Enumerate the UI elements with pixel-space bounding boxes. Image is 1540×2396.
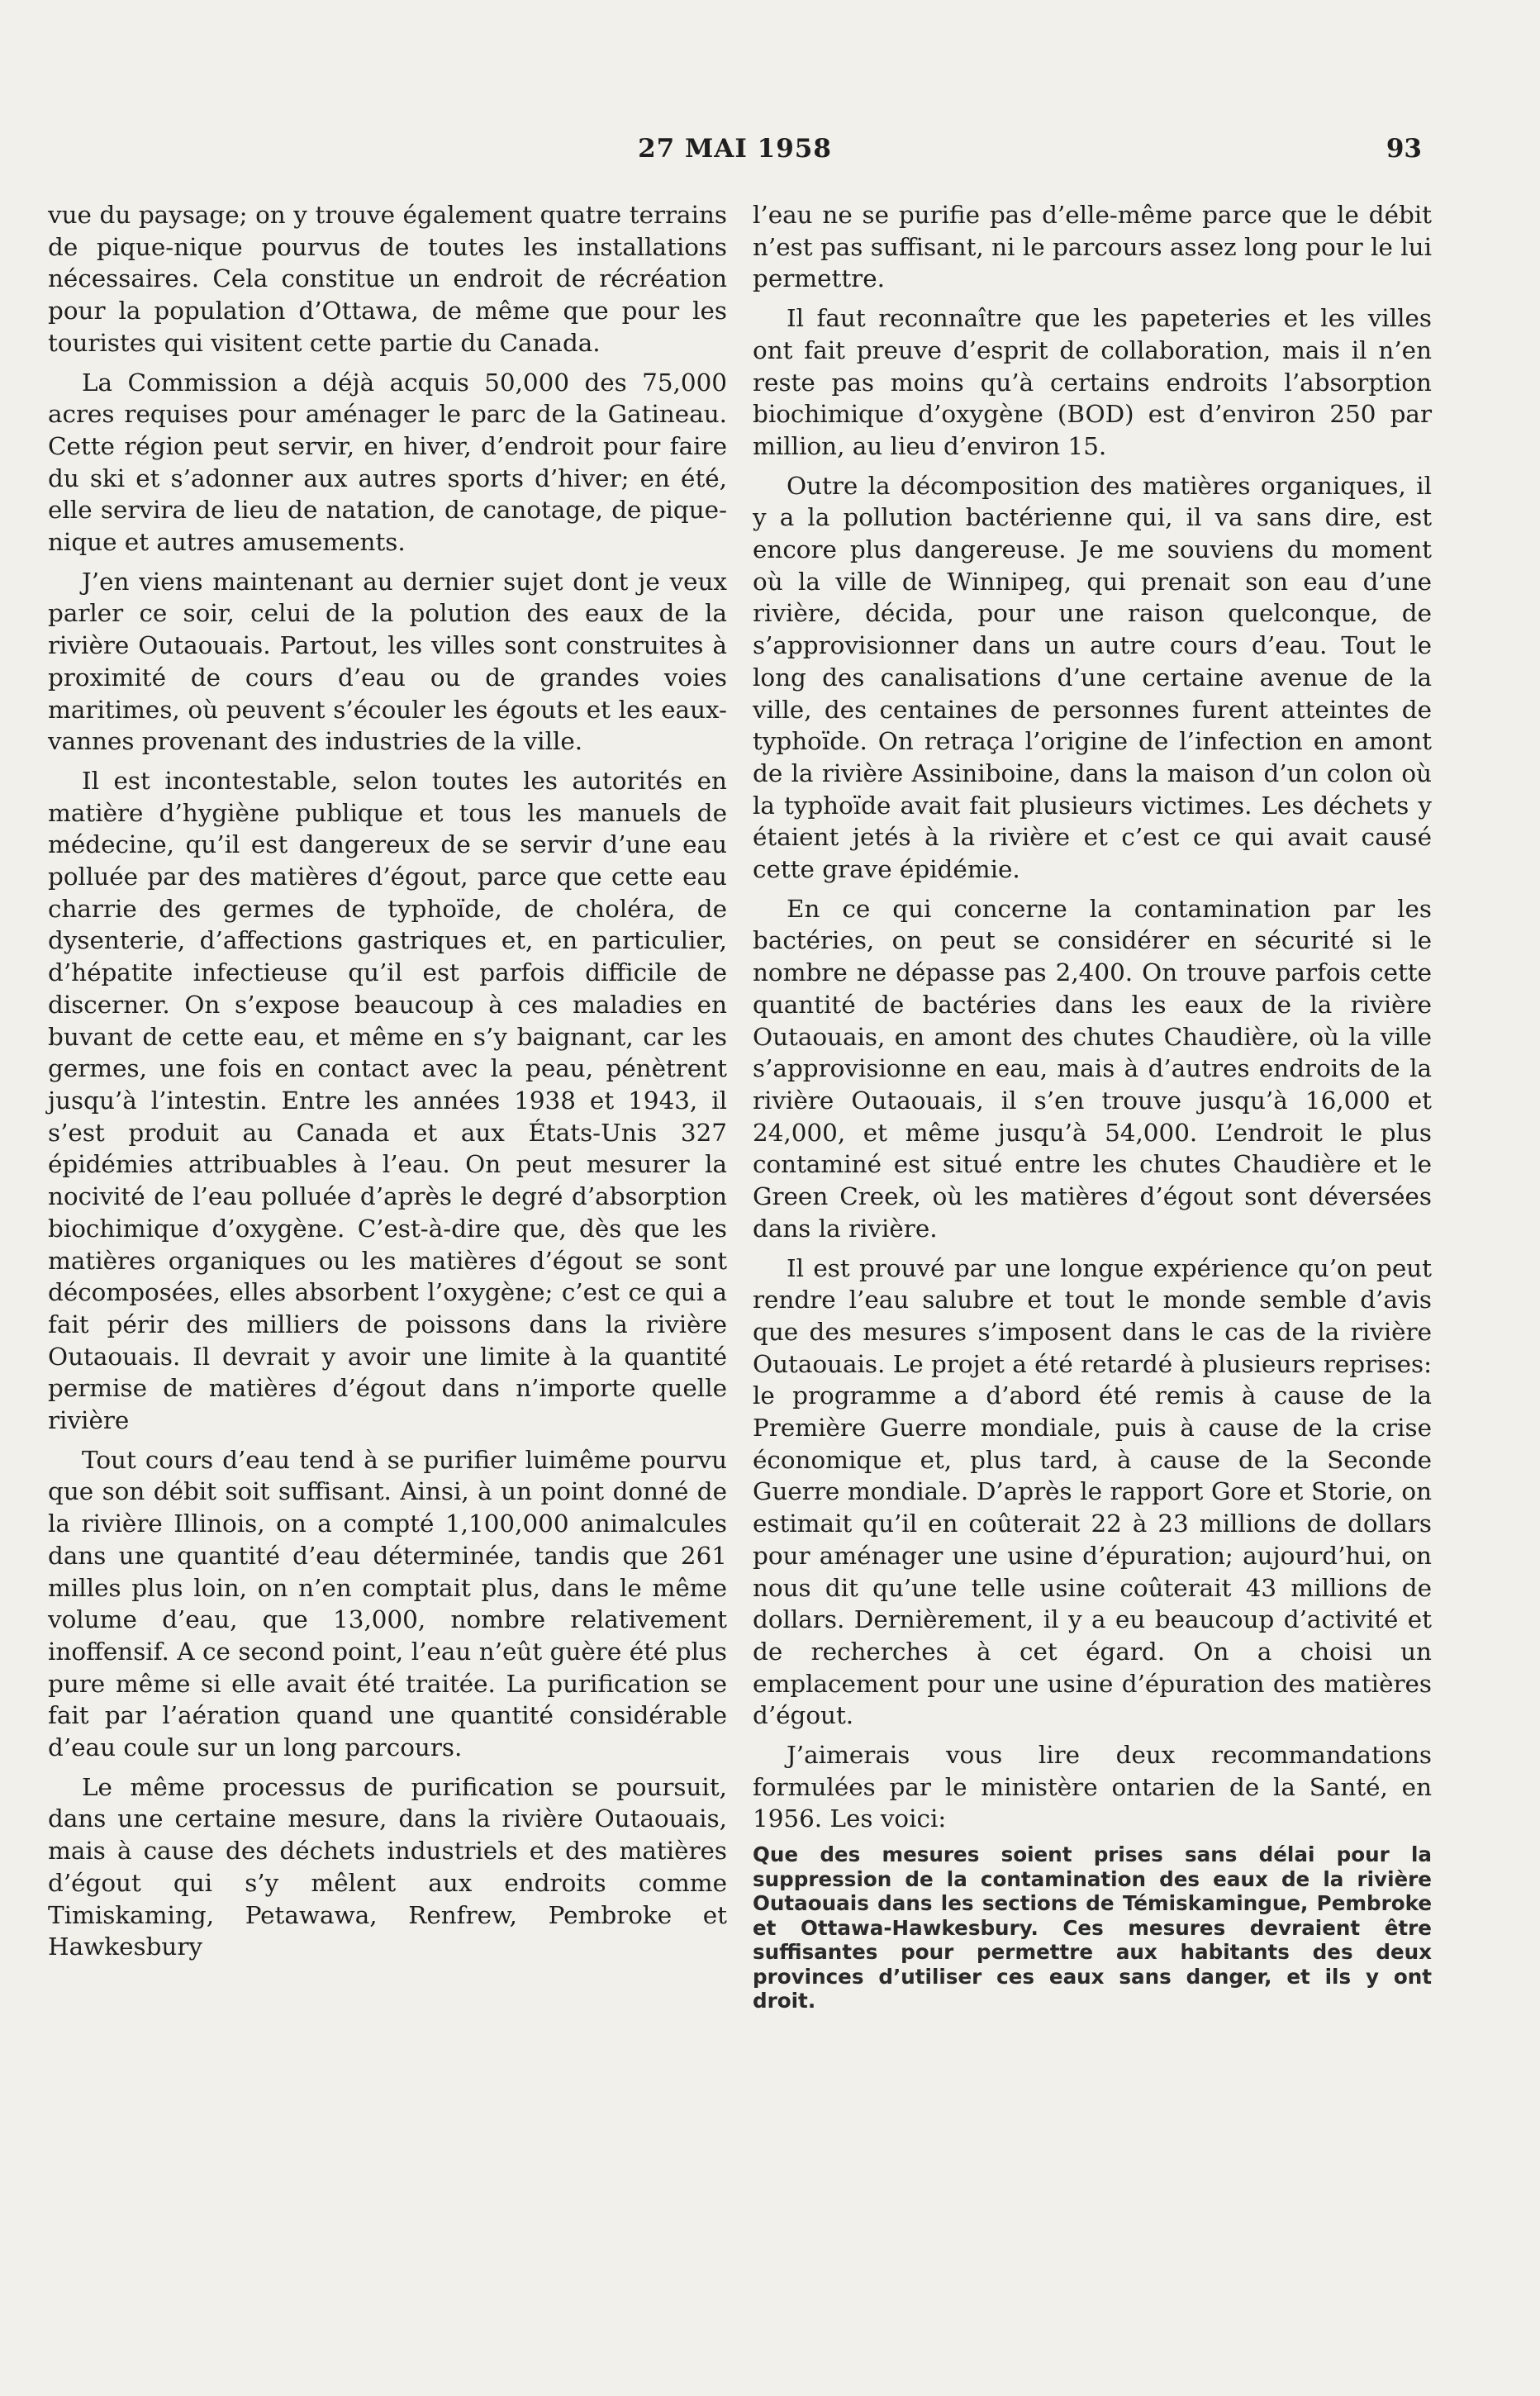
paragraph: Il est incontestable, selon toutes les autorités en matière d’hygiène publique et tous les manuels de médecine, qu’il est dangereux de se servir d’une eau polluée par des matières d’égout, parce que cette eau charrie des germes de typhoïde, de choléra, de dysenterie, d’affections gastriques et, en particulier, d’hépatite infectieuse qu’il est parfois difficile de discerner. On s’expose beaucoup à ces maladies en buvant de cette eau, et même en s’y baignant, car les germes, une fois en contact avec la peau, pénètrent jusqu’à l’intestin. Entre les années 1938 et 1943, il s’est produit au Canada et aux États-Unis 327 épidémies attribuables à l’eau. On peut mesurer la nocivité de l’eau polluée d’après le degré d’absorption biochimique d’oxygène. C’est-à-dire que, dès que les matières organiques ou les matières d’égout se sont décomposées, elles absorbent l’oxygène; c’est ce qui a fait périr des milliers de poissons dans la rivière Outaouais. Il devrait y avoir une limite à la quantité permise de matières d’égout dans n’importe quelle rivière [48, 766, 727, 1435]
paragraph: J’aimerais vous lire deux recommandations formulées par le ministère ontarien de la Santé, en 1956. Les voici: [753, 1741, 1432, 1833]
paragraph: l’eau ne se purifie pas d’elle-même parce que le débit n’est pas suffisant, ni le parcours assez long pour le lui permettre. [753, 201, 1432, 293]
paragraph: En ce qui concerne la contamination par les bactéries, on peut se considérer en sécurité si le nombre ne dépasse pas 2,400. On trouve parfois cette quantité de bactéries dans les eaux de la rivière Outaouais, en amont des chutes Chaudière, où la ville s’approvisionne en eau, mais à d’autres endroits de la rivière Outaouais, il s’en trouve jusqu’à 16,000 et 24,000, et même jusqu’à 54,000. L’endroit le plus contaminé est situé entre les chutes Chaudière et le Green Creek, où les matières d’égout sont déversées dans la rivière. [753, 894, 1432, 1243]
paragraph: J’en viens maintenant au dernier sujet dont je veux parler ce soir, celui de la polution des eaux de la rivière Outaouais. Partout, les villes sont construites à proximité de cours d’eau ou de grandes voies maritimes, où peuvent s’écouler les égouts et les eaux-vannes provenant des industries de la ville. [48, 567, 727, 756]
paragraph: Le même processus de purification se poursuit, dans une certaine mesure, dans la rivière Outaouais, mais à cause des déchets industriels et des matières d’égout qui s’y mêlent aux endroits comme Timiskaming, Petawawa, Renfrew, Pembroke et Hawkesbury [48, 1772, 727, 1961]
block-quote: Que des mesures soient prises sans délai pour la suppression de la contamination des eaux de la rivière Outaouais dans les sections de Témiskamingue, Pembroke et Ottawa-Hawkesbury. Ces mesures devraient être suffisantes pour permettre aux habitants des deux provinces d’utiliser ces eaux sans danger, et ils y ont droit. [753, 1842, 1432, 2013]
paragraph: Tout cours d’eau tend à se purifier luimême pourvu que son débit soit suffisant. Ainsi, à un point donné de la rivière Illinois, on a compté 1,100,000 animalcules dans une quantité d’eau déterminée, tandis que 261 milles plus loin, on n’en comptait plus, dans le même volume d’eau, que 13,000, nombre relativement inoffensif. A ce second point, l’eau n’eût guère été plus pure même si elle avait été traitée. La purification se fait par l’aération quand une quantité considérable d’eau coule sur un long parcours. [48, 1445, 727, 1762]
paragraph: Outre la décomposition des matières organiques, il y a la pollution bactérienne qui, il va sans dire, est encore plus dangereuse. Je me souviens du moment où la ville de Winnipeg, qui prenait son eau d’une rivière, décida, pour une raison quelconque, de s’approvisionner dans un autre cours d’eau. Tout le long des canalisations d’une certaine avenue de la ville, des centaines de personnes furent atteintes de typhoïde. On retraça l’origine de l’infection en amont de la rivière Assiniboine, dans la maison d’un colon où la typhoïde avait fait plusieurs victimes. Les déchets y étaient jetés à la rivière et c’est ce qui avait causé cette grave épidémie. [753, 471, 1432, 884]
left-column [48, 199, 727, 1971]
paragraph: Il est prouvé par une longue expérience qu’on peut rendre l’eau salubre et tout le monde semble d’avis que des mesures s’imposent dans le cas de la rivière Outaouais. Le projet a été retardé à plusieurs reprises: le programme a d’abord été remis à cause de la Première Guerre mondiale, puis à cause de la crise économique et, plus tard, à cause de la Seconde Guerre mondiale. D’après le rapport Gore et Storie, on estimait qu’il en coûterait 22 à 23 millions de dollars pour aménager une usine d’épuration; aujourd’hui, on nous dit qu’une telle usine coûterait 43 millions de dollars. Dernièrement, il y a eu beaucoup d’activité et de recherches à cet égard. On a choisi un emplacement pour une usine d’épuration des matières d’égout. [753, 1253, 1432, 1730]
page-header [48, 134, 1422, 175]
page-number: 93 [1386, 134, 1422, 164]
paragraph: La Commission a déjà acquis 50,000 des 75,000 acres requises pour aménager le parc de la Gatineau. Cette région peut servir, en hiver, d’endroit pour faire du ski et s’adonner aux autres sports d’hiver; en été, elle servira de lieu de natation, de canotage, de pique-nique et autres amusements. [48, 368, 727, 557]
paragraph: Il faut reconnaître que les papeteries et les villes ont fait preuve d’esprit de collaboration, mais il n’en reste pas moins qu’à certains endroits l’absorption biochimique d’oxygène (BOD) est d’environ 250 par million, au lieu d’environ 15. [753, 304, 1432, 460]
header-date: 27 MAI 1958 [638, 134, 832, 164]
paragraph: vue du paysage; on y trouve également quatre terrains de pique-nique pourvus de toutes les installations nécessaires. Cela constitue un endroit de récréation pour la population d’Ottawa, de même que pour les touristes qui visitent cette partie du Canada. [48, 201, 727, 357]
right-column [753, 199, 1432, 2021]
